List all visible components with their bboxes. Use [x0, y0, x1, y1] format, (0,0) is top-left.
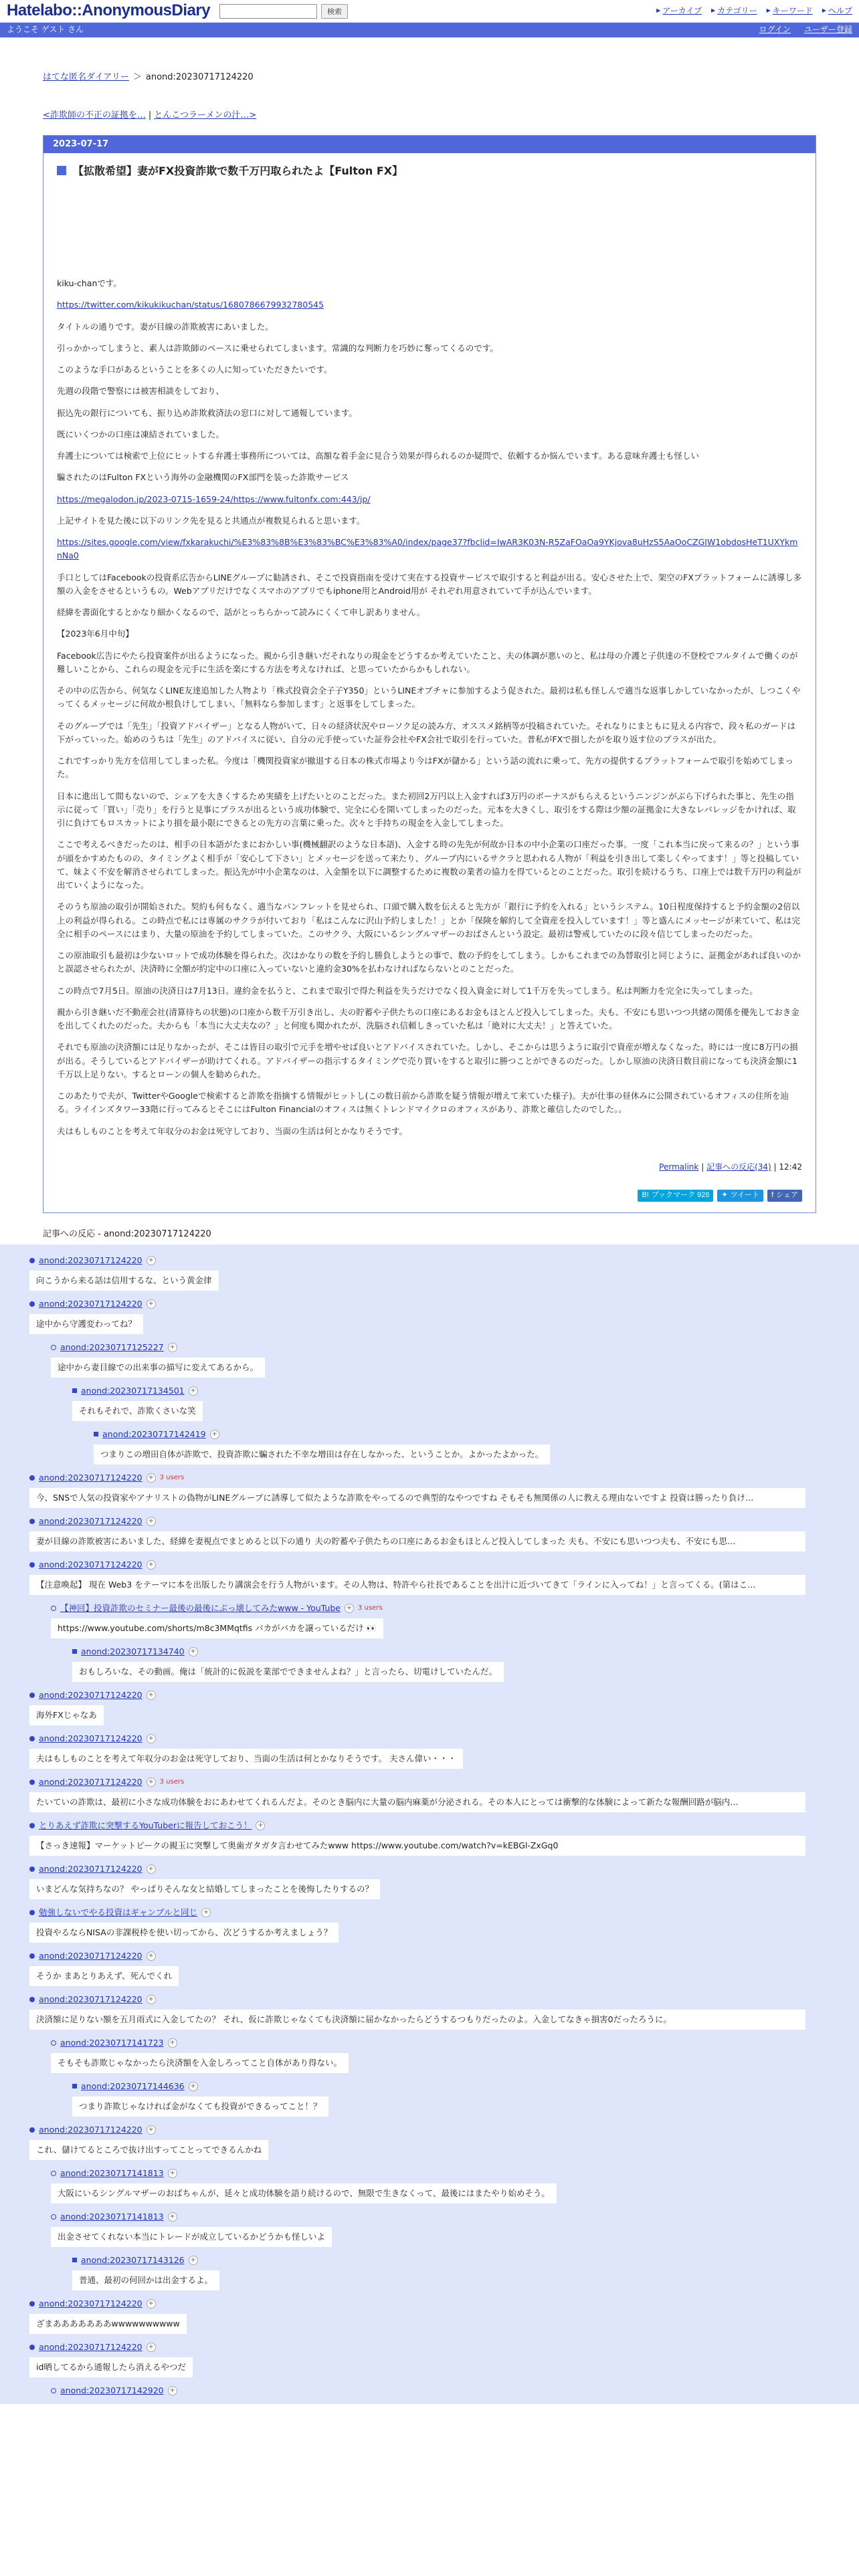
- response-item: [0, 1645, 859, 1682]
- response-id-link[interactable]: anond:20230717141813: [60, 2211, 164, 2222]
- top-bar: [0, 0, 859, 23]
- response-head: [29, 1862, 805, 1876]
- permalink-link[interactable]: Permalink: [659, 1162, 699, 1172]
- search-input[interactable]: [219, 4, 317, 19]
- entry-paragraph: kiku-chanです。: [57, 278, 122, 289]
- response-item: [0, 2123, 859, 2160]
- bullet-icon: [29, 1866, 35, 1872]
- bullet-icon: [29, 1997, 35, 2002]
- response-body: 向こうから来る話は信用するな、という黄金律: [29, 1271, 219, 1291]
- expand-plus-icon[interactable]: +: [210, 1430, 219, 1439]
- breadcrumb-separator: ＞: [132, 72, 142, 82]
- entry-paragraph: [57, 298, 802, 312]
- response-id-link[interactable]: anond:20230717124220: [39, 2298, 142, 2309]
- entry-paragraph: [57, 536, 802, 563]
- response-head: [51, 1602, 805, 1615]
- response-body: つまりこの増田自体が詐欺で、投資詐欺に騙された不幸な増田は存在しなかった、ということか。よかったよかった。: [94, 1444, 550, 1465]
- response-body: 投資やるならNISAの非課税枠を使い切ってから、次どうするか考えましょう？: [29, 1923, 339, 1943]
- response-head: [29, 1689, 805, 1702]
- response-body: https://www.youtube.com/shorts/m8c3MMqtfis バカがバカを譲っているだけ 👀: [51, 1618, 383, 1638]
- expand-plus-icon[interactable]: +: [147, 1517, 156, 1526]
- entry-paragraph: 日本に進出して間もないので、シェアを大きくするため実績を上げたいとのことだった。また初回2万円以上入金すれば3万円のボーナスがもらえるというニンジンがぶら下げられた事と、先生の指示に従って「買い」「売り」を行うと見事にプラスが出るという成功体験で、完全に心を開いてしまったのだった。元本を大きくし、取引をする際は少額の証拠金に大きなレバレッジをかければ、取引に負けてもロスカットにより損を最小限にできるとの先方の言葉に乗った。次々と手持ちの現金を入金してしまった。: [57, 790, 796, 829]
- expand-plus-icon[interactable]: +: [168, 2386, 177, 2395]
- nav-keyword[interactable]: [767, 5, 813, 17]
- responses-list: [0, 1245, 859, 2404]
- top-nav: [656, 5, 852, 17]
- triangle-icon: ▶: [766, 7, 771, 14]
- response-item: [0, 2210, 859, 2247]
- expand-plus-icon[interactable]: +: [147, 1256, 156, 1265]
- entry-paragraph: ここで考えるべきだったのは、相手の日本語がたまにおかしい事(機械翻訳のような日本語)、入金する時の先先が何故か日本の中小企業の口座だった事。一度「これ本当に戻って来るの？」という事が頭をかすめたものの、タイミングよく相手が「安心して下さい」とメッセージを送って来たり、グループ内にいるサクラと思われる人物が「利益を引き出して楽しくやってます！」等と投稿していて、妹よく不安を解消させられてしまった。振込先が中小企業なのは、入金額を以下に調整するために複数の業者の協力を得ているとのことだった。取引を続けるうち、口座上では数千万円の利益が出ていくようになった。: [57, 839, 801, 891]
- response-body: 途中から守護変わってね？: [29, 1314, 143, 1334]
- entry-paragraph: この原油取引も最初は少ないロットで成功体験を得られた。次はかなりの数を予約し勝負しようとの事で、数の予約をしてしまう。しかもこれまでの為替取引と同じように、証拠金があれば良いのかと誤認させられたが、決済時に全額が約定中の口座に入っていないと違約金30%を払わなければならないとのことだった。: [57, 950, 801, 974]
- response-item: [0, 1993, 859, 2030]
- expand-plus-icon[interactable]: +: [256, 1821, 265, 1830]
- response-item: [0, 1471, 859, 1508]
- response-body: たいていの詐欺は、最初に小さな成功体験をおにあわせてくれるんだよ。そのとき脳内に大量の脳内麻薬が分泌される。その本人にとっては衝撃的な体験によって新たな報酬回路が脳内…: [29, 1792, 805, 1812]
- response-item: [0, 1341, 859, 1378]
- entry-paragraph: 夫はもしものことを考えて年収分のお金は死守しており、当面の生活は何とかなりそうです。: [57, 1125, 408, 1136]
- response-body: 【注意喚起】 現在 Web3 をテーマに本を出版したり講演会を行う人物がいます。その人物は、特許やら社長であることを出汁に近づいてきて「ラインに入ってね！」と言ってくる。(第はこ…: [29, 1575, 805, 1595]
- response-body: 【さっき速報】マーケットピークの親玉に突撃して奥歯ガタガタ言わせてみたwww https://www.youtube.com/watch?v=kEBGl-ZxGq0: [29, 1836, 805, 1856]
- breadcrumb-current: anond:20230717124220: [145, 72, 254, 82]
- bullet-icon: [29, 1475, 35, 1481]
- response-head: [72, 2254, 805, 2267]
- response-id-link[interactable]: anond:20230717124220: [39, 1994, 142, 2004]
- bookmark-users-badge[interactable]: 3 users: [357, 1604, 383, 1612]
- entry-paragraph: 先週の段階で警察には被害相談をしており、: [57, 386, 225, 397]
- bullet-icon: [29, 1301, 35, 1307]
- entry-body: [43, 153, 816, 1213]
- breadcrumb: [43, 71, 859, 85]
- bullet-icon: [51, 1606, 56, 1611]
- response-id-link[interactable]: anond:20230717124220: [39, 1298, 142, 1309]
- response-body: ざまあああああああwwwwwwwwww: [29, 2314, 187, 2334]
- twitter-bird-icon: ✦: [721, 1191, 728, 1200]
- entry-date: 2023-07-17: [43, 136, 816, 153]
- entry-paragraph: そのうち原油の取引が開始された。契約も何もなく、適当なパンフレットを見せられ、口頭で購入数を伝えると先方が「銀行に予約を入れる」というシステム。10日程度保持すると予約金額の2倍以上の利益が得られる。この時点で私には専属のサクラが付いており「私はこんなに沢山予約しました！」とか「保険を解約して全資産を投入しています！」等と盛んにメッセージが来ていて、私は完全に相手のペースにはまり、大量の原油を予約してしまっていた。このサクラ、大阪にいるシングルマザーのおばさんという設定。最初は警戒していたのに段々信じてしまったのだった。: [57, 901, 801, 939]
- response-body: 大阪にいるシングルマザーのおばちゃんが、延々と成功体験を語り続けるので、無限で生きなくって、最後にはまたやり始めそう。: [51, 2183, 557, 2204]
- response-item: [0, 2167, 859, 2204]
- entry-paragraph: [57, 493, 802, 506]
- bullet-icon: [29, 1780, 35, 1785]
- expand-plus-icon[interactable]: +: [147, 2343, 156, 2352]
- bullet-icon: [51, 2171, 56, 2176]
- expand-plus-icon[interactable]: +: [168, 2169, 177, 2178]
- bookmark-users-badge[interactable]: 3 users: [159, 1778, 185, 1786]
- bullet-icon: [29, 2127, 35, 2133]
- response-id-link[interactable]: anond:20230717134501: [81, 1385, 185, 1396]
- bullet-icon: [29, 1258, 35, 1263]
- user-bar: [0, 23, 859, 37]
- response-head: [94, 1428, 805, 1441]
- response-item: [0, 2036, 859, 2073]
- bullet-icon: [29, 1953, 35, 1959]
- response-item: [0, 1819, 859, 1856]
- footer-separator: |: [773, 1162, 777, 1172]
- response-item: [0, 1732, 859, 1769]
- response-head: [29, 1993, 805, 2006]
- entry-paragraph: その中の広告から、何気なくLINE友達追加した人物より「株式投資会全子子Y350」というLINEオプチャに参加するよう促された。最初は私も怪しんで適当な返事しかしていなかったが、しつこくやってくるメッセージに何故か根負けしてしまい、「無料なら参加します」と返事をしてしまった。: [57, 685, 801, 710]
- facebook-icon: f: [771, 1191, 774, 1200]
- response-id-link[interactable]: anond:20230717134740: [81, 1646, 185, 1656]
- expand-plus-icon[interactable]: +: [147, 1864, 156, 1874]
- triangle-icon: ▶: [710, 7, 716, 14]
- response-id-link[interactable]: anond:20230717124220: [39, 1559, 142, 1570]
- response-id-link[interactable]: anond:20230717124220: [39, 1689, 142, 1700]
- hatena-bookmark-button[interactable]: [638, 1190, 713, 1202]
- expand-plus-icon[interactable]: +: [345, 1604, 354, 1613]
- response-head: [51, 2384, 805, 2397]
- response-item: [0, 2341, 859, 2377]
- bullet-icon: [29, 1823, 35, 1828]
- entry-content: [57, 277, 802, 1138]
- response-item: [0, 2254, 859, 2290]
- response-body: 決済額に足りない額を五月雨式に入金してたの？ それ、仮に詐欺じゃなくても決済額に届かなかったらどうするつもりだったのよ。入金してなきゃ損害0だったろうに。: [29, 2010, 805, 2030]
- expand-plus-icon[interactable]: +: [168, 2038, 177, 2048]
- bullet-icon: [29, 1910, 35, 1915]
- response-id-link[interactable]: anond:20230717124220: [39, 1950, 142, 1961]
- response-item: [0, 1689, 859, 1725]
- expand-plus-icon[interactable]: +: [168, 1343, 177, 1352]
- response-body: それもそれで、詐欺くさいな笑: [72, 1401, 203, 1421]
- response-id-link[interactable]: anond:20230717124220: [39, 1255, 142, 1265]
- entry-footer: [57, 1161, 802, 1174]
- response-head: [29, 2341, 805, 2354]
- search-button[interactable]: 検索: [321, 4, 348, 19]
- response-head: [29, 1515, 805, 1528]
- nav-archive[interactable]: [656, 5, 702, 17]
- response-body: これ、儲けてるところで抜け出すってことってできるんかね: [29, 2140, 268, 2160]
- response-id-link[interactable]: anond:20230717124220: [39, 2124, 142, 2135]
- nav-category[interactable]: [711, 5, 757, 17]
- response-head: [29, 1732, 805, 1745]
- response-body: そうか まあとりあえず、死んでくれ: [29, 1966, 179, 1986]
- expand-plus-icon[interactable]: +: [147, 1778, 156, 1787]
- bullet-icon: [72, 2258, 77, 2262]
- response-head: [72, 2080, 805, 2093]
- response-item: [0, 1602, 859, 1638]
- expand-plus-icon[interactable]: +: [147, 2125, 156, 2135]
- entry-paragraph: このような手口があるということを多くの人に知っていただきたいです。: [57, 364, 332, 375]
- nav-help-link[interactable]: ヘルプ: [828, 5, 852, 15]
- response-item: [0, 1558, 859, 1595]
- entry-paragraph: 振込先の銀行についても、振り込め詐欺救済法の窓口に対して通報しています。: [57, 407, 357, 418]
- expand-plus-icon[interactable]: +: [147, 2299, 156, 2309]
- entry-paragraph: 引っかかってしまうと、素人は詐欺師のペースに乗せられてしまいます。常識的な判断力を巧妙に奪ってくるのです。: [57, 342, 498, 353]
- expand-plus-icon[interactable]: +: [168, 2212, 177, 2222]
- tweet-button[interactable]: [717, 1190, 763, 1202]
- bookmark-icon: B!: [642, 1191, 649, 1200]
- next-entry-link[interactable]: とんこつラーメンの汁…>: [154, 110, 257, 120]
- response-body: id晒してるから通報したら消えるやつだ: [29, 2357, 193, 2377]
- bullet-icon: [29, 2345, 35, 2350]
- response-body: おもしろいな、その動画。俺は「統計的に仮説を業部でできませんよね？」と言ったら、切電けしていたんだ。: [72, 1662, 504, 1682]
- response-id-link[interactable]: 【神回】投資詐欺のセミナー最後の最後にぶっ壊してみたwww - YouTube: [60, 1602, 341, 1613]
- responses-header: 記事への反応 - anond:20230717124220: [43, 1229, 211, 1240]
- expand-plus-icon[interactable]: +: [147, 1951, 156, 1961]
- bookmark-count: ブックマーク 926: [651, 1191, 710, 1200]
- response-head: [72, 1645, 805, 1658]
- expand-plus-icon[interactable]: +: [147, 1473, 156, 1483]
- site-logo[interactable]: Hatelabo::AnonymousDiary: [7, 1, 211, 20]
- response-head: [29, 2123, 805, 2137]
- response-head: [29, 1819, 805, 1832]
- entry-paragraph: タイトルの通りです。妻が目線の詐欺被害にあいました。: [57, 321, 274, 332]
- bullet-icon: [29, 1519, 35, 1524]
- bullet-icon: [94, 1432, 98, 1436]
- bullet-icon: [51, 2388, 56, 2393]
- expand-plus-icon[interactable]: +: [189, 2256, 198, 2265]
- response-item: [0, 1862, 859, 1899]
- response-body: 出金させてくれない本当にトレードが成立しているかどうかも怪しいよ: [51, 2227, 332, 2247]
- response-id-link[interactable]: anond:20230717124220: [39, 1776, 142, 1787]
- response-item: [0, 2384, 859, 2397]
- tweet-label: ツイート: [730, 1191, 760, 1200]
- response-item: [0, 1254, 859, 1291]
- bullet-icon: [51, 2040, 56, 2046]
- response-head: [29, 1471, 805, 1485]
- response-id-link[interactable]: anond:20230717124220: [39, 1472, 142, 1483]
- entry-paragraph: 手口としてはFacebookの投資系広告からLINEグループに勧誘され、そこで投資指南を受けて実在する投資サービスで取引すると利益が出る。安心させた上で、架空のFXプラットフォームに誘導し多額の入金をさせるというもの。Webアプリだけでなくスマホのアプリでもiphone用とAndroid用が それぞれ用意されていて手が込んでいます。: [57, 572, 802, 596]
- response-head: [29, 1949, 805, 1963]
- response-item: [0, 1906, 859, 1943]
- bullet-icon: [51, 2214, 56, 2220]
- facebook-share-button[interactable]: [767, 1190, 802, 1202]
- response-item: [0, 2297, 859, 2334]
- entry-paragraph: 親から引き継いだ不動産会社(清算待ちの状態)の口座から数千万引き出し、夫の貯蓄や子供たちの口座にあるお金もほとんど投入してしまった。夫も、不安にも思いつつ共緒の関係を優先しておき金を出してくれたのだった。夫からも「本当に大丈夫なの？」と何度も聞かれたが、洗脳され信頼しきっていた私は「絶対に大丈夫！」と答えていた。: [57, 1006, 799, 1031]
- response-head: [29, 1776, 805, 1789]
- bookmark-users-badge[interactable]: 3 users: [159, 1473, 185, 1481]
- response-id-link[interactable]: 勉強しないでやる投資はギャンブルと同じ: [39, 1907, 198, 1917]
- response-id-link[interactable]: anond:20230717143126: [81, 2254, 185, 2265]
- response-id-link[interactable]: anond:20230717141723: [60, 2037, 164, 2048]
- nav-keyword-link[interactable]: キーワード: [772, 5, 813, 15]
- triangle-icon: ▶: [822, 7, 826, 14]
- expand-plus-icon[interactable]: +: [189, 2082, 198, 2091]
- response-head: [29, 1906, 805, 1919]
- response-item: [0, 1428, 859, 1465]
- response-id-link[interactable]: anond:20230717124220: [39, 1863, 142, 1874]
- response-head: [29, 1254, 805, 1267]
- entry-paragraph: 経緯を書面化するとかなり細かくなるので、話がとっちらかって読みにくくて申し訳ありません。: [57, 607, 425, 618]
- response-head: [29, 1297, 805, 1311]
- response-id-link[interactable]: anond:20230717124220: [39, 2341, 142, 2352]
- prev-entry-link[interactable]: <詐欺師の不正の証拠を…: [43, 110, 146, 120]
- entry-paragraph: Facebook広告にやたら投資案件が出るようになった。親から引き継いだそれなりの現金をどうするか考えていたこと、夫の体調が悪いのと、私は母の介護と子供達の不登校でフルタイムで働くのが難しいことから、これらの現金を元手に生活を楽にする方法を考えなければ、と思っていたからかもしれない。: [57, 650, 798, 674]
- expand-plus-icon[interactable]: +: [147, 1560, 156, 1570]
- response-id-link[interactable]: anond:20230717142920: [60, 2385, 164, 2395]
- response-body: そもそも詐欺じゃなかったら決済額を入金しろってこと自体があり得ない。: [51, 2053, 349, 2073]
- response-body: つまり詐欺じゃなければ金がなくても投資ができるってこと！？: [72, 2097, 328, 2117]
- prev-next-separator: |: [148, 110, 152, 120]
- bullet-icon: [29, 2301, 35, 2306]
- nav-archive-link[interactable]: アーカイブ: [662, 5, 702, 15]
- entry-url-link[interactable]: https://sites.google.com/view/fxkarakuchi/%E3%83%8B%E3%83%BC%E3%83%A0/index/page37?fbclid=IwAR3K03N-R5ZaFOaOa9YKjova8uHzS5AaOoCZGIW1obdosHeT1UXYkmnNa0: [57, 537, 798, 561]
- footer-separator: |: [701, 1162, 704, 1172]
- response-id-link[interactable]: anond:20230717142419: [102, 1428, 206, 1439]
- entry-paragraph: それでも原油の決済額には足りなかったが、そこは皆目の取引で元手を増やせば良いとアドバイスされていた。しかし、そこからは思うように取引で資産が増えなくなった。時には一度に8万円の損が出る。そうしているとアドバイザーが助けてくれる。アドバイザーの指示するタイミングで売り買いをすると取引に勝つことができるのだった。しかし原油の決済日数目前になっても決済金額に1千万以上足りない。するとローンの個人を勧められた。: [57, 1042, 798, 1079]
- title-square-icon: [57, 166, 66, 175]
- response-body: 普通、最初の何回かは出金するよ。: [72, 2270, 219, 2290]
- entry-paragraph: 【2023年6月中旬】: [57, 629, 134, 639]
- entry-paragraph: 騙されたのはFulton FXという海外の金融機関のFX部門を装った詐欺サービス: [57, 472, 349, 483]
- login-link[interactable]: ログイン: [759, 25, 791, 35]
- entry-paragraph: そのグループでは「先生」「投資アドバイザー」となる人物がいて、日々の経済状況やローソク足の読み方、オススメ銘柄等が投稿されていた。それなりにまともに見える内容で、段々私のガードは下がっていった。始めのうちは「先生」のアドバイスに従い、自分の元手使っていた証券会社やFX会社で取引を行っていた。普私がFXで損したがを取り返す位のプラスが出た。: [57, 720, 796, 744]
- response-item: [0, 2080, 859, 2117]
- response-body: 海外FXじゃなあ: [29, 1705, 104, 1725]
- response-item: [0, 1776, 859, 1812]
- response-id-link[interactable]: anond:20230717141813: [60, 2167, 164, 2178]
- diary-entry: [43, 135, 816, 1214]
- response-item: [0, 1297, 859, 1334]
- response-id-link[interactable]: anond:20230717124220: [39, 1733, 142, 1743]
- response-body: 妻が目線の詐欺被害にあいました、経緯を妻視点でまとめると以下の通り 夫の貯蓄や子供たちの口座にあるお金もほとんど投入してしまった 夫も、不安にも思いつつ夫も、不安にも思…: [29, 1531, 805, 1551]
- response-body: 途中から妻目線での出来事の描写に変えてあるから。: [51, 1358, 265, 1378]
- entry-paragraph: 上記サイトを見た後に以下のリンク先を見ると共通点が複数見られると思います。: [57, 515, 365, 526]
- response-body: いまどんな気持ちなの？ やっぱりそんな女と結婚してしまったことを後悔したりするの？: [29, 1879, 380, 1899]
- response-body: 夫はもしものことを考えて年収分のお金は死守しており、当面の生活は何とかなりそうです。 夫さん偉い・・・: [29, 1749, 463, 1769]
- response-head: [51, 2167, 805, 2180]
- response-id-link[interactable]: anond:20230717144636: [81, 2080, 185, 2091]
- response-id-link[interactable]: anond:20230717124220: [39, 1515, 142, 1526]
- expand-plus-icon[interactable]: +: [189, 1647, 198, 1656]
- breadcrumb-root[interactable]: はてな匿名ダイアリー: [43, 72, 129, 82]
- response-id-link[interactable]: とりあえず詐欺に突撃するYouTuberに報告しておこう！: [39, 1820, 252, 1830]
- entry-title-text: 【拡散希望】妻がFX投資詐欺で数千万円取られたよ【Fulton FX】: [73, 164, 403, 177]
- response-item: [0, 1949, 859, 1986]
- share-buttons: [57, 1190, 802, 1202]
- response-head: [51, 2210, 805, 2224]
- entry-time: 12:42: [779, 1162, 802, 1172]
- expand-plus-icon[interactable]: +: [201, 1908, 211, 1917]
- fb-share-label: シェア: [776, 1191, 798, 1200]
- response-item: [0, 1384, 859, 1421]
- response-head: [72, 1384, 805, 1398]
- prev-next-nav: [43, 109, 859, 123]
- nav-help[interactable]: [822, 5, 852, 17]
- response-head: [29, 2297, 805, 2311]
- response-head: [51, 2036, 805, 2050]
- response-body: 今、SNSで人気の投資家やアナリストの偽物がLINEグループに誘導して似たような詐欺をやってるので典型的なやつですね そもそも無関係の人に教える理由ないですよ 投資は勝ったり負け…: [29, 1488, 805, 1508]
- entry-url-link[interactable]: https://twitter.com/kikukikuchan/status/1680786679932780545: [57, 300, 324, 310]
- entry-paragraph: 既にいくつかの口座は凍結されていました。: [57, 429, 225, 439]
- bullet-icon: [29, 1562, 35, 1568]
- entry-title: [57, 163, 802, 180]
- triangle-icon: ▶: [656, 7, 661, 14]
- entry-paragraph: このあたりで夫が、TwitterやGoogleで検索すると詐欺を指摘する情報がヒットし(この数日前から詐欺を疑う情報が増えて来ていた様子)。夫が仕事の昼休みに公開されているオフィスの住所を辿る。ライインズタワー33階に行ってみるとそこにはFulton Financialのオフィスは無くトレンドマイクロのオフィスがあり、詐欺と確信したのでした。。: [57, 1091, 789, 1115]
- bullet-icon: [29, 1736, 35, 1741]
- bullet-icon: [72, 1388, 77, 1393]
- expand-plus-icon[interactable]: +: [147, 1995, 156, 2004]
- bullet-icon: [51, 1345, 56, 1350]
- response-item: [0, 1515, 859, 1551]
- register-link[interactable]: ユーザー登録: [803, 25, 852, 35]
- response-head: [29, 1558, 805, 1572]
- bullet-icon: [29, 1693, 35, 1698]
- expand-plus-icon[interactable]: +: [189, 1386, 198, 1396]
- reactions-link[interactable]: 記事への反応(34): [706, 1162, 771, 1172]
- nav-category-link[interactable]: カテゴリー: [717, 5, 757, 15]
- entry-paragraph: 弁護士については検索で上位にヒットする弁護士事務所については、高額な着手金に見合う効果が得られるのか疑問で、依頼するか悩んでいます。ある意味弁護士も怪しい: [57, 451, 700, 461]
- bullet-icon: [72, 2084, 77, 2088]
- expand-plus-icon[interactable]: +: [147, 1299, 156, 1309]
- entry-url-link[interactable]: https://megalodon.jp/2023-0715-1659-24/https://www.fultonfx.com:443/jp/: [57, 494, 371, 504]
- expand-plus-icon[interactable]: +: [147, 1691, 156, 1700]
- welcome-text: ようこそ ゲスト さん: [7, 25, 84, 35]
- entry-paragraph: これですっかり先方を信用してしまった私。今度は「機関投資家が撤退する日本の株式市場より今はFXが儲かる」という話の流れに乗って、先方の提供するプラットフォームで取引を始めてしまった。: [57, 756, 794, 780]
- response-head: [51, 1341, 805, 1354]
- expand-plus-icon[interactable]: +: [147, 1734, 156, 1743]
- response-id-link[interactable]: anond:20230717125227: [60, 1341, 164, 1352]
- entry-paragraph: この時点で7月5日。原油の決済日は7月13日。違約金を払うと、これまで取引で得た利益を失うだけでなく投入資金に対して1千万を失ってしまう。私は判断力を完全に失ってしまった。: [57, 985, 758, 996]
- bullet-icon: [72, 1649, 77, 1654]
